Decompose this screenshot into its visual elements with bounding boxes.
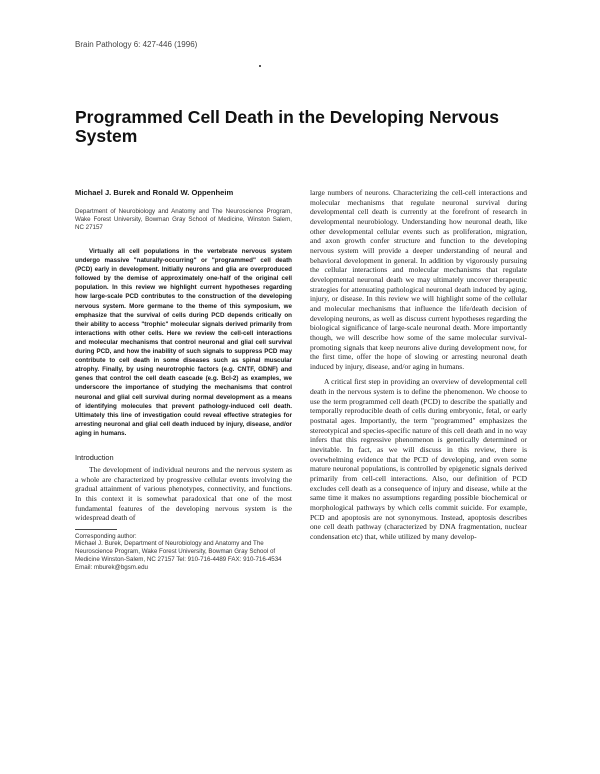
body-paragraph-2: A critical first step in providing an overview of developmental cell death in the nervous system is to define the phenomenon. We choose to use the term programmed cell death (PCD) to describe the spatially and temporally reproducible death of cells during embryonic, fetal, or early postnatal ages. Importantly, the term "programmed" emphasizes the stereotypical and species-specific nature of this cell death and in no way infers that this regressive phenomenon is genetically determined or inevitable. In fact, as we will discuss in this review, there is overwhelming evidence that the PCD of developing, and even some mature neuronal populations, is controlled by epigenetic signals derived primarily from cell-cell interactions. Also, our definition of PCD excludes cell death as a consequence of injury and disease, while at the same time it makes no assumptions regarding possible biochemical or morphological pathways by which cells commit suicide. For example, PCD and apoptosis are not synonymous. Instead, apoptosis describes one cell death pathway (characterized by DNA fragmentation, nuclear condensation etc) that, while utilized by many develop- [310,377,527,541]
left-column [75,188,292,572]
abstract: Virtually all cell populations in the vertebrate nervous system undergo massive "naturally-occurring" or "programmed" cell death (PCD) early in development. Initially neurons and glia are overproduced followed by the demise of approximately one-half of the original cell population. In this review we highlight current hypotheses regarding how large-scale PCD contributes to the construction of the developing nervous system. More germane to the theme of this symposium, we emphasize that the survival of cells during PCD depends critically on their ability to access "trophic" molecular signals derived primarily from interactions with other cells. Here we review the cell-cell interactions and molecular mechanisms that control neuronal and glial cell survival during PCD, and how the inability of such signals to suppress PCD may contribute to cell death in some diseases such as spinal muscular atrophy. Finally, by using neurotrophic factors (e.g. CNTF, GDNF) and genes that control the cell death cascade (e.g. Bcl-2) as examples, we underscore the importance of studying the mechanisms that control neuronal and glial cell survival during normal development as a means of identifying molecules that prevent pathology-induced cell death. Ultimately this line of investigation could reveal effective strategies for arresting neuronal and glial cell death induced by injury, disease, and/or aging in humans. [75,248,292,437]
paper-title: Programmed Cell Death in the Developing Nervous System [75,107,499,146]
author-affiliation: Department of Neurobiology and Anatomy and The Neuroscience Program, Wake Forest University, Bowman Gray School of Medicine, Winston Salem, NC 27157 [75,208,292,231]
print-speck [259,65,261,67]
intro-paragraph: The development of individual neurons and the nervous system as a whole are characterized by progressive cellular events involving the gradual attainment of various phenotypes, connectivity, and functions. In this context it is somewhat paradoxical that one of the most fundamental features of the developing nervous system is the widespread death of [75,464,292,523]
right-column [310,188,527,542]
journal-citation: Brain Pathology 6: 427-446 (1996) [75,40,198,49]
section-heading-introduction: Introduction [75,452,114,462]
body-paragraph-1: large numbers of neurons. Characterizing the cell-cell interactions and molecular mechanisms that regulate neuronal survival during developmental cell death is currently at the forefront of research in developmental neurobiology. Understanding how neuronal death, like other developmental cellular events such as proliferation, migration, and axon growth confer structure and function to the developing nervous system will provide a deeper understanding of neural and behavioral development in general. In addition by vigorously pursuing the cellular interactions and molecular mechanisms that regulate developmental neuronal death we may ultimately uncover therapeutic strategies for attenuating pathological neuronal death induced by aging, injury, or disease. In this review we will highlight some of the cellular and molecular mechanisms that influence the life/death decision of developing neurons, as well as discuss current hypotheses regarding the biological significance of large-scale neuronal death. More importantly though, we will describe how some of the same molecular survival-promoting signals that keep neurons alive during development now, for the first time, offer the hope of slowing or arresting neuronal death induced by injury, disease, and/or aging in humans. [310,188,527,371]
author-list: Michael J. Burek and Ronald W. Oppenheim [75,188,234,197]
corresponding-author-label: Corresponding author: [75,532,137,540]
footnote-rule [75,529,117,530]
corresponding-author-details: Michael J. Burek, Department of Neurobiology and Anatomy and The Neuroscience Program, Wake Forest University, Bowman Gray School of Medicine Winston-Salem, NC 27157 Tel: 910-716-4489 FAX: 910-716-4534 Email: mburek@bgsm.edu [75,539,282,571]
